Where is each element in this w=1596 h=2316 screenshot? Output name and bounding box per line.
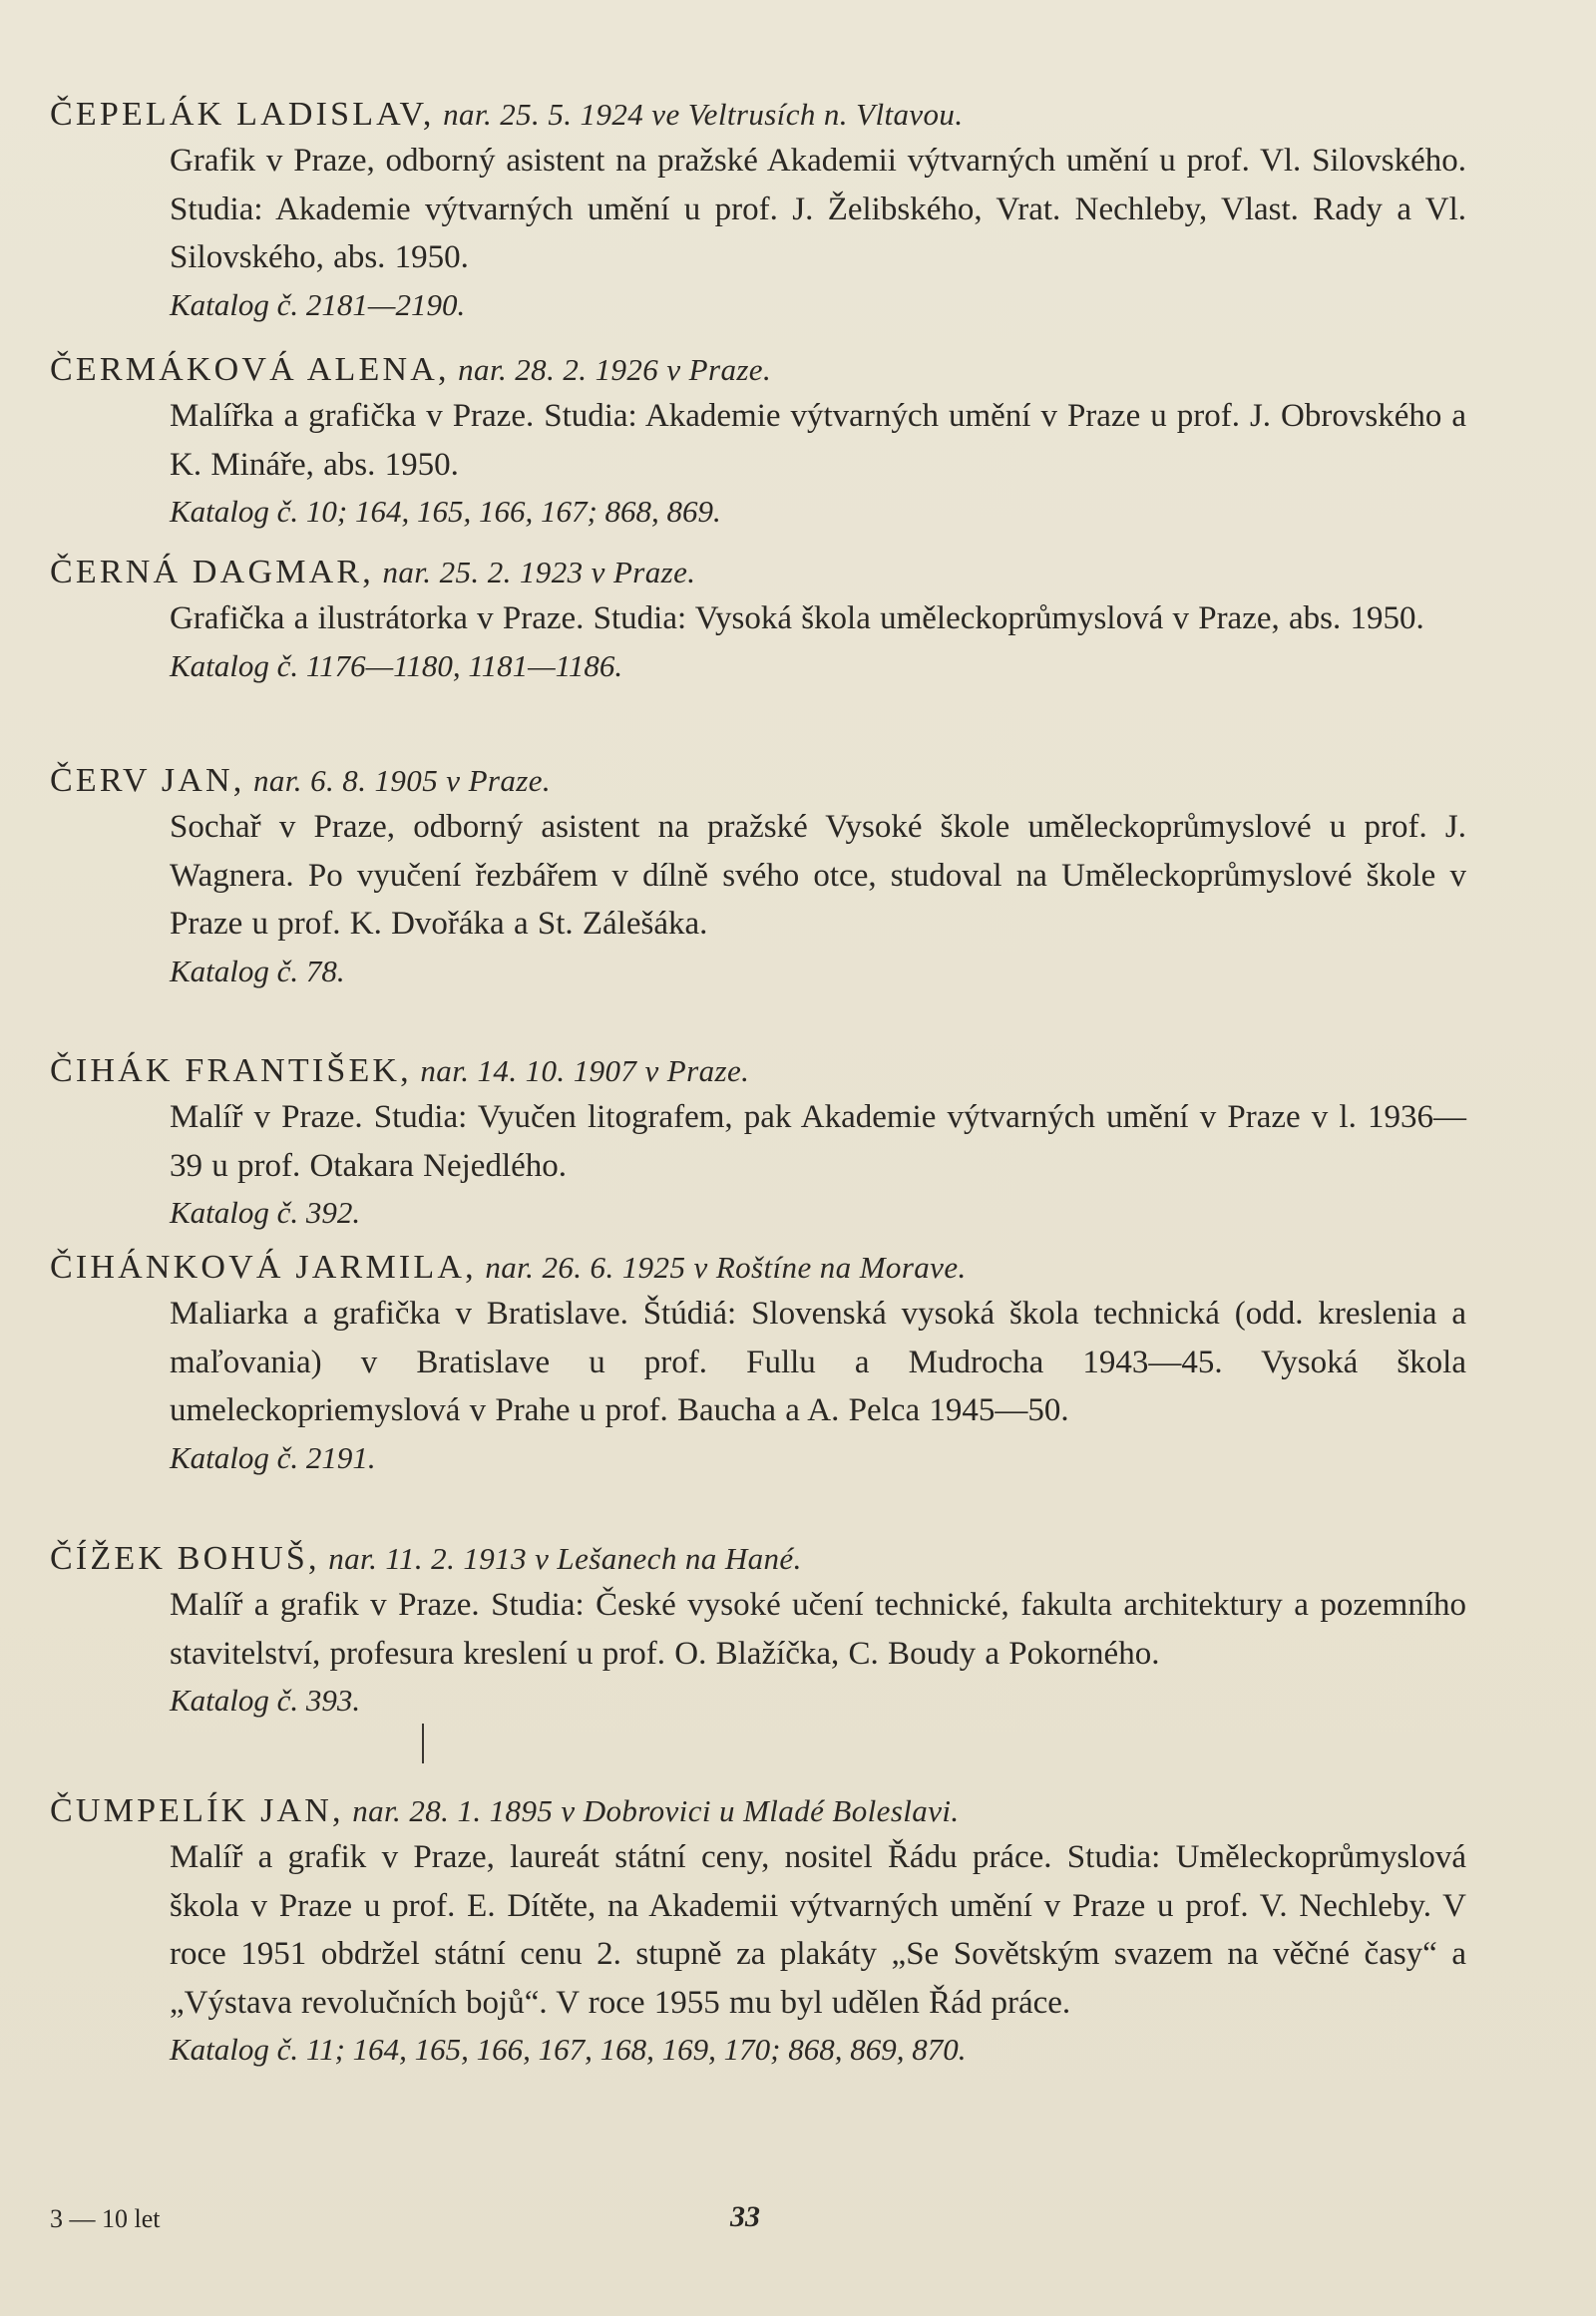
birth-info: nar. 25. 5. 1924 ve Veltrusích n. Vltavou. xyxy=(443,97,964,132)
entry-cihak xyxy=(50,1049,1466,1236)
artist-name: ČERMÁKOVÁ ALENA, xyxy=(50,351,450,388)
entry-heading xyxy=(50,348,1466,392)
entry-cerna xyxy=(50,551,1466,689)
catalog-ref: Katalog č. 10; 164, 165, 166, 167; 868, 869. xyxy=(170,494,721,529)
entry-heading xyxy=(50,551,1466,594)
artist-name: ČUMPELÍK JAN, xyxy=(50,1792,344,1829)
pencil-mark xyxy=(422,1724,424,1763)
entry-cizek xyxy=(50,1537,1466,1724)
artist-name: ČERNÁ DAGMAR, xyxy=(50,554,374,590)
birth-info: nar. 28. 1. 1895 v Dobrovici u Mladé Boleslavi. xyxy=(352,1793,960,1828)
catalog-ref: Katalog č. 78. xyxy=(170,953,345,988)
entry-description: Malíř a grafik v Praze. Studia: České vysoké učení technické, fakulta architektury a pozemního stavitelství, profesura kreslení u prof. O. Blažíčka, C. Boudy a Pokorného. xyxy=(170,1587,1466,1672)
birth-info: nar. 26. 6. 1925 v Roštíne na Morave. xyxy=(485,1250,967,1285)
entry-description: Grafička a ilustrátorka v Praze. Studia: Vysoká škola uměleckoprůmyslová v Praze, abs. 1950. xyxy=(170,600,1424,636)
entry-cermakova xyxy=(50,348,1466,535)
entry-heading xyxy=(50,1246,1466,1290)
catalog-ref: Katalog č. 2191. xyxy=(170,1439,376,1475)
entry-description: Malířka a grafička v Praze. Studia: Akademie výtvarných umění v Praze u prof. J. Obrovského a K. Mináře, abs. 1950. xyxy=(170,398,1466,483)
entry-heading xyxy=(50,1049,1466,1093)
artist-name: ČERV JAN, xyxy=(50,762,245,799)
entry-heading xyxy=(50,1537,1466,1581)
entry-heading xyxy=(50,1789,1466,1833)
entry-description: Malíř a grafik v Praze, laureát státní ceny, nositel Řádu práce. Studia: Uměleckoprůmyslová škola v Praze u prof. E. Dítěte, na Akademii výtvarných umění v Praze u prof. V. Nechleby. V roce 1951 obdržel státní cenu 2. stupně za plakáty „Se Sovětským svazem na věčné časy“ a „Výstava revolučních bojů“. V roce 1955 mu byl udělen Řád práce. xyxy=(170,1839,1466,2021)
birth-info: nar. 14. 10. 1907 v Praze. xyxy=(420,1053,750,1088)
entry-heading xyxy=(50,93,1466,137)
entry-description: Grafik v Praze, odborný asistent na pražské Akademii výtvarných umění u prof. Vl. Silovského. Studia: Akademie výtvarných umění u prof. J. Želibského, Vrat. Nechleby, Vlast. Rady a Vl. Silovského, abs. 1950. xyxy=(170,143,1466,275)
entry-cihankova xyxy=(50,1246,1466,1481)
page-number: 33 xyxy=(730,2200,760,2233)
entry-description: Maliarka a grafička v Bratislave. Štúdiá: Slovenská vysoká škola technická (odd. kreslenia a maľovania) v Bratislave u prof. Fullu a Mudrocha 1943—45. Vysoká škola umeleckopriemyslová v Prahe u prof. Baucha a A. Pelca 1945—50. xyxy=(170,1296,1466,1428)
entry-cerv xyxy=(50,759,1466,994)
artist-name: ČÍŽEK BOHUŠ, xyxy=(50,1540,320,1577)
entry-heading xyxy=(50,759,1466,803)
catalog-ref: Katalog č. 392. xyxy=(170,1195,361,1230)
catalog-ref: Katalog č. 11; 164, 165, 166, 167, 168, 169, 170; 868, 869, 870. xyxy=(170,2032,967,2067)
entry-cepelak xyxy=(50,93,1466,328)
birth-info: nar. 6. 8. 1905 v Praze. xyxy=(252,763,552,798)
catalog-ref: Katalog č. 2181—2190. xyxy=(170,286,466,322)
artist-name: ČIHÁNKOVÁ JARMILA, xyxy=(50,1249,477,1286)
catalog-ref: Katalog č. 393. xyxy=(170,1683,361,1718)
artist-name: ČEPELÁK LADISLAV, xyxy=(50,96,435,133)
birth-info: nar. 28. 2. 1926 v Praze. xyxy=(458,352,772,387)
printer-signature: 3 — 10 let xyxy=(50,2204,161,2233)
catalog-ref: Katalog č. 1176—1180, 1181—1186. xyxy=(170,647,623,683)
artist-name: ČIHÁK FRANTIŠEK, xyxy=(50,1052,412,1089)
entry-description: Sochař v Praze, odborný asistent na pražské Vysoké škole uměleckoprůmyslové u prof. J. Wagnera. Po vyučení řezbářem v dílně svého otce, studoval na Uměleckoprůmyslové škole v Praze u prof. K. Dvořáka a St. Zálešáka. xyxy=(170,809,1466,942)
birth-info: nar. 25. 2. 1923 v Praze. xyxy=(382,555,696,589)
birth-info: nar. 11. 2. 1913 v Lešanech na Hané. xyxy=(328,1541,802,1576)
entry-description: Malíř v Praze. Studia: Vyučen litografem, pak Akademie výtvarných umění v Praze v l. 1936—39 u prof. Otakara Nejedlého. xyxy=(170,1099,1466,1184)
entry-cumpelik xyxy=(50,1789,1466,2073)
